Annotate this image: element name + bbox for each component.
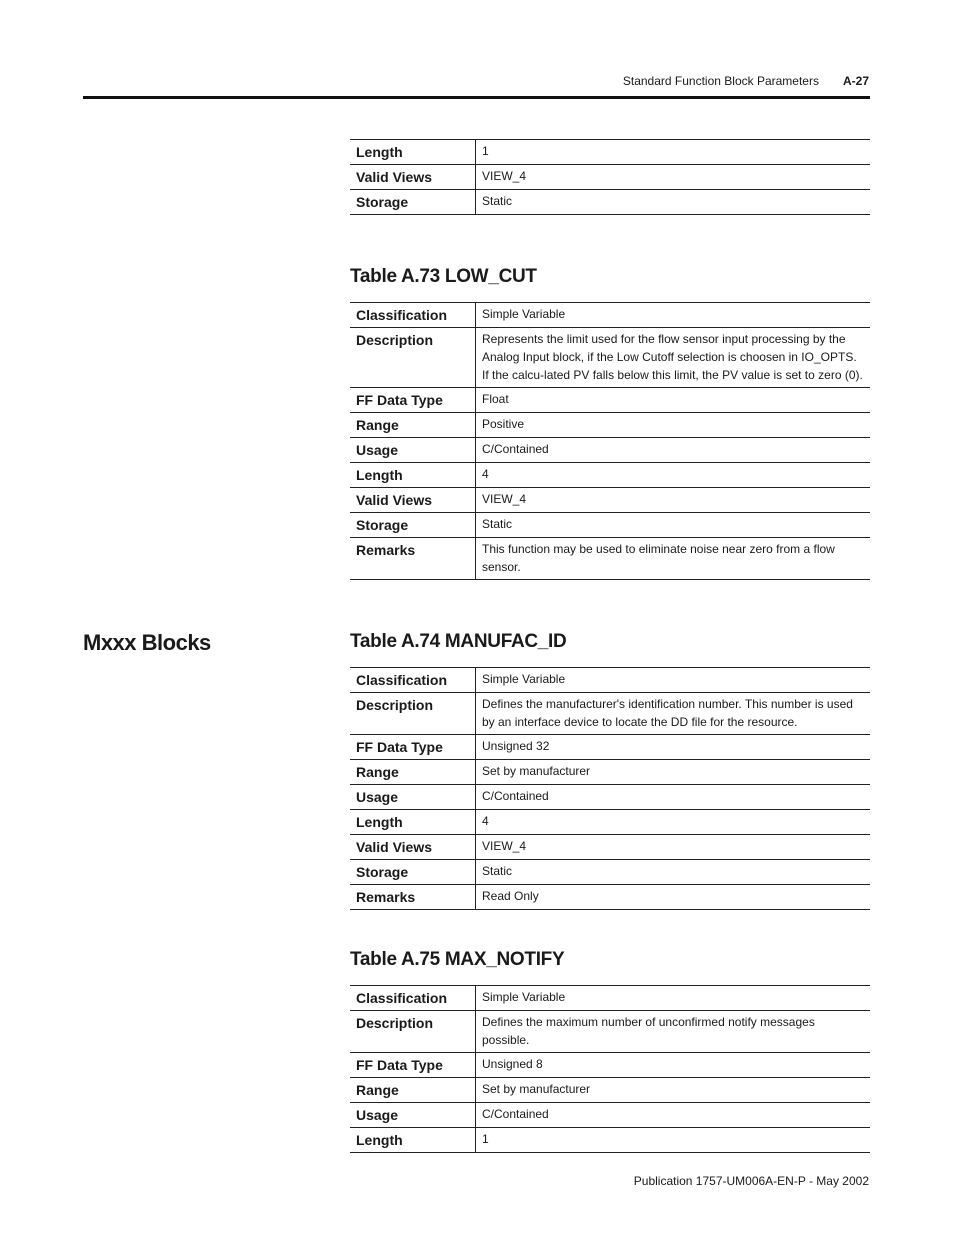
table-row: [350, 1078, 870, 1103]
param-value: VIEW_4: [476, 488, 871, 513]
table-row: [350, 860, 870, 885]
table-a75: [350, 985, 870, 1153]
param-value: Simple Variable: [476, 668, 871, 693]
param-value: This function may be used to eliminate noise near zero from a flow sensor.: [476, 538, 871, 580]
param-key: Length: [350, 810, 476, 835]
param-value: Defines the maximum number of unconfirmed notify messages possible.: [476, 1011, 871, 1053]
table-a73-caption: Table A.73 LOW_CUT: [350, 266, 537, 287]
param-key: Classification: [350, 303, 476, 328]
table-row: [350, 303, 870, 328]
param-value: Simple Variable: [476, 303, 871, 328]
param-key: Valid Views: [350, 165, 476, 190]
table-row: [350, 785, 870, 810]
table-row: [350, 760, 870, 785]
param-key: Range: [350, 413, 476, 438]
section-heading: Mxxx Blocks: [83, 630, 211, 655]
param-key: Storage: [350, 513, 476, 538]
running-header: [623, 74, 869, 88]
param-value: Read Only: [476, 885, 871, 910]
table-row: [350, 140, 870, 165]
table-row: [350, 735, 870, 760]
param-value: Positive: [476, 413, 871, 438]
param-key: Length: [350, 1128, 476, 1153]
section-title: Standard Function Block Parameters: [622, 74, 819, 88]
param-key: FF Data Type: [350, 1053, 476, 1078]
table-row: [350, 1103, 870, 1128]
param-value: Defines the manufacturer's identification number. This number is used by an interface device to locate the DD file for the resource.: [476, 693, 871, 735]
param-value: Static: [476, 513, 871, 538]
table-row: [350, 438, 870, 463]
param-key: Usage: [350, 785, 476, 810]
param-key: Remarks: [350, 538, 476, 580]
table-row: [350, 463, 870, 488]
table-row: [350, 1128, 870, 1153]
param-key: Classification: [350, 986, 476, 1011]
param-value: 1: [476, 140, 871, 165]
param-key: Storage: [350, 190, 476, 215]
table-row: [350, 693, 870, 735]
param-key: Length: [350, 140, 476, 165]
param-key: Description: [350, 693, 476, 735]
param-value: C/Contained: [476, 1103, 871, 1128]
param-key: Usage: [350, 438, 476, 463]
param-key: Remarks: [350, 885, 476, 910]
table-row: [350, 165, 870, 190]
param-value: Unsigned 8: [476, 1053, 871, 1078]
table-row: [350, 810, 870, 835]
table-row: [350, 513, 870, 538]
page-number: A-27: [842, 74, 869, 88]
param-key: Description: [350, 328, 476, 388]
param-value: 1: [476, 1128, 871, 1153]
table-row: [350, 668, 870, 693]
table-a74-caption: Table A.74 MANUFAC_ID: [350, 631, 567, 652]
param-value: C/Contained: [476, 438, 871, 463]
param-key: Description: [350, 1011, 476, 1053]
param-key: Range: [350, 1078, 476, 1103]
param-key: Length: [350, 463, 476, 488]
header-rule: [83, 96, 870, 99]
param-key: Classification: [350, 668, 476, 693]
param-value: 4: [476, 810, 871, 835]
param-value: Unsigned 32: [476, 735, 871, 760]
param-value: Simple Variable: [476, 986, 871, 1011]
table-row: [350, 835, 870, 860]
table-row: [350, 1053, 870, 1078]
param-value: Represents the limit used for the flow sensor input processing by the Analog Input block, if the Low Cutoff selection is choosen in IO_OPTS. If the calcu-lated PV falls below this limit, the PV value is set to zero (0).: [476, 328, 871, 388]
table-row: [350, 885, 870, 910]
param-key: FF Data Type: [350, 735, 476, 760]
param-value: Set by manufacturer: [476, 760, 871, 785]
param-value: Float: [476, 388, 871, 413]
param-value: Static: [476, 860, 871, 885]
param-value: VIEW_4: [476, 835, 871, 860]
publication-footer: Publication 1757-UM006A-EN-P - May 2002: [633, 1174, 869, 1188]
table-row: [350, 190, 870, 215]
table-row: [350, 328, 870, 388]
param-value: VIEW_4: [476, 165, 871, 190]
table-row: [350, 986, 870, 1011]
param-key: Valid Views: [350, 488, 476, 513]
table-a73: [350, 302, 870, 580]
param-key: Range: [350, 760, 476, 785]
param-value: C/Contained: [476, 785, 871, 810]
table-row: [350, 538, 870, 580]
param-key: Usage: [350, 1103, 476, 1128]
table-row: [350, 1011, 870, 1053]
param-key: Storage: [350, 860, 476, 885]
table-row: [350, 388, 870, 413]
param-value: Static: [476, 190, 871, 215]
param-value: 4: [476, 463, 871, 488]
param-value: Set by manufacturer: [476, 1078, 871, 1103]
continued-table: [350, 139, 870, 215]
param-key: FF Data Type: [350, 388, 476, 413]
table-row: [350, 488, 870, 513]
table-row: [350, 413, 870, 438]
param-key: Valid Views: [350, 835, 476, 860]
table-a75-caption: Table A.75 MAX_NOTIFY: [350, 949, 565, 970]
table-a74: [350, 667, 870, 910]
